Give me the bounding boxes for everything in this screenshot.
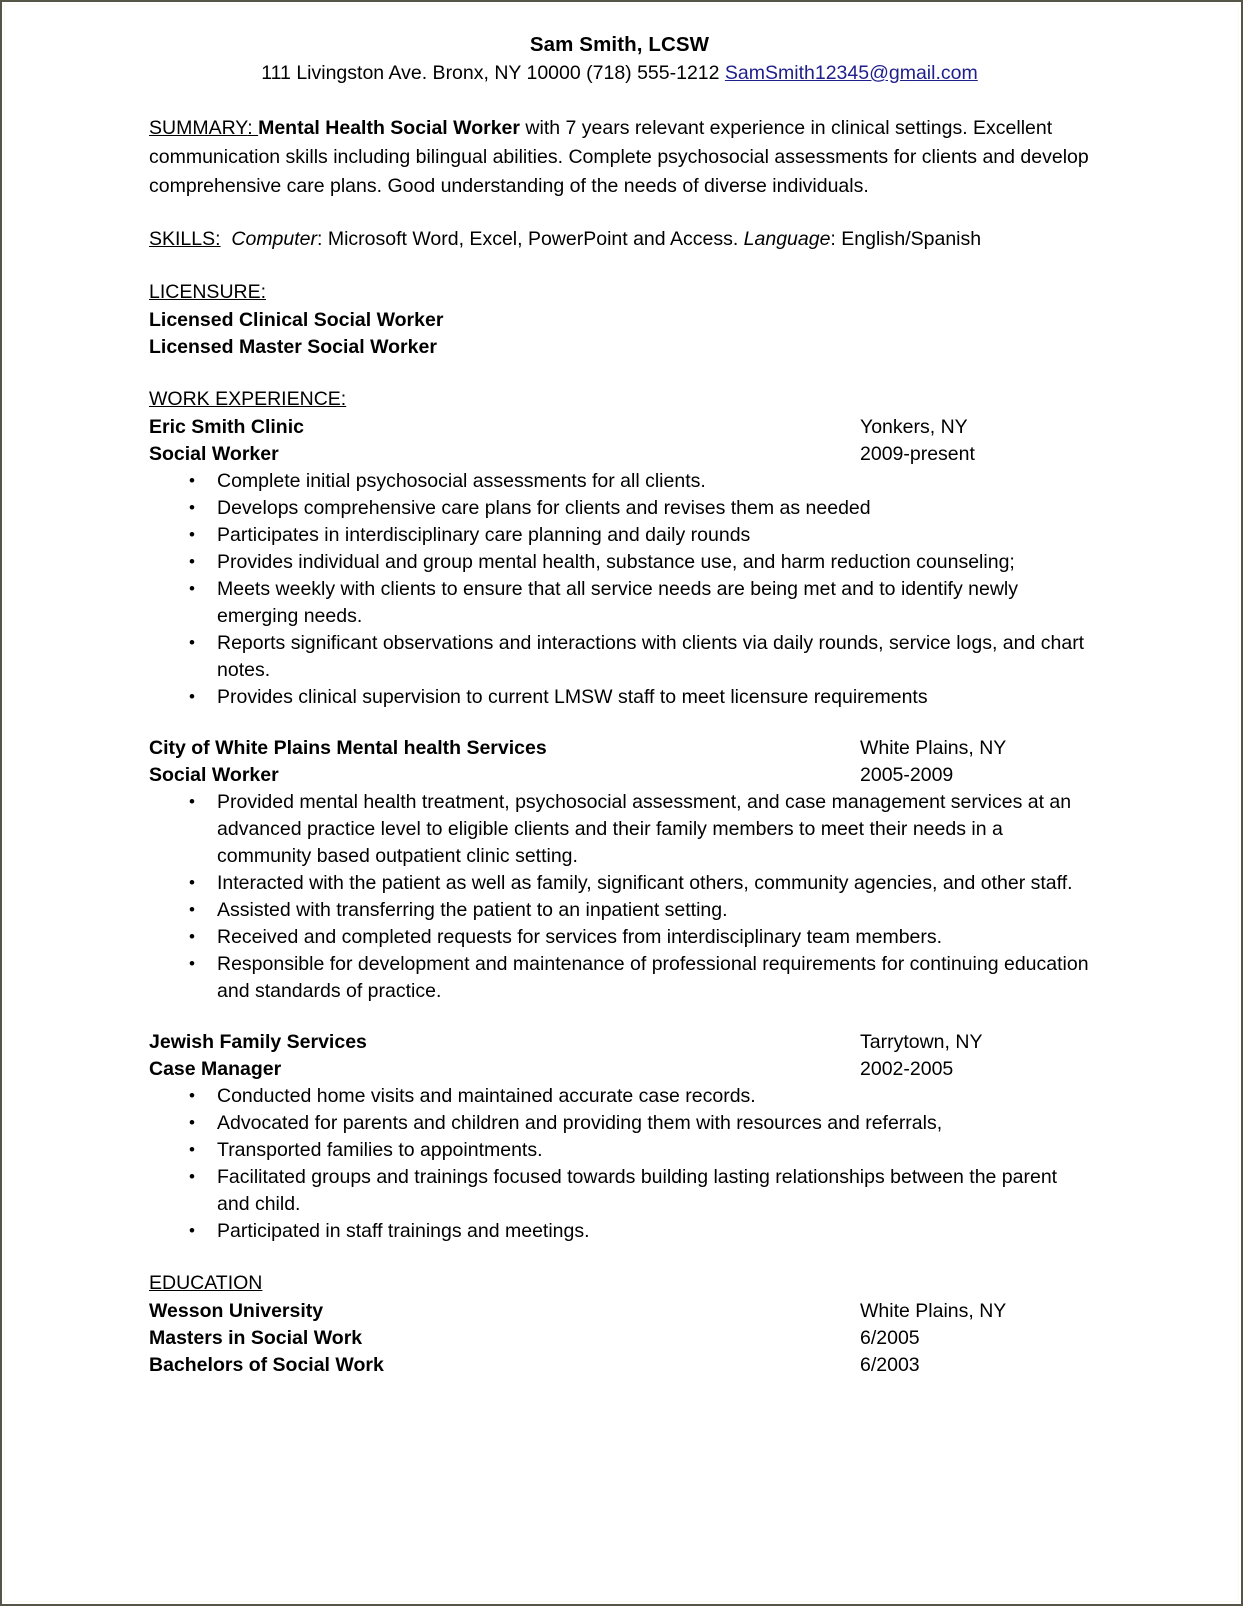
job-bullet: • Responsible for development and maintenance of professional requirements for continuing education and standards of practice.: [149, 951, 1090, 1005]
job-bullet: • Received and completed requests for services from interdisciplinary team members.: [149, 924, 1090, 951]
job-bullet: • Complete initial psychosocial assessments for all clients.: [149, 468, 1090, 495]
summary-paragraph: [149, 114, 1090, 201]
contact-address: 111 Livingston Ave. Bronx, NY 10000 (718) 555-1212: [261, 62, 725, 84]
education-school: Wesson University: [149, 1300, 324, 1322]
resume-sheet: [5, 5, 1238, 1601]
job-bullet: • Interacted with the patient as well as family, significant others, community agencies, and other staff.: [149, 870, 1090, 897]
education-degree: Bachelors of Social Work: [149, 1354, 384, 1376]
job-title-row: [149, 1056, 1090, 1083]
work-experience-heading: [149, 385, 1090, 414]
job-dates: 2009-present: [860, 443, 975, 465]
skills-computer-value: : Microsoft Word, Excel, PowerPoint and Access.: [317, 228, 744, 250]
spacer: [149, 711, 1090, 735]
page-border-inner: [4, 4, 1239, 1602]
work-experience-label: WORK EXPERIENCE:: [149, 388, 347, 410]
contact-line: [149, 59, 1090, 88]
job-bullet: • Develops comprehensive care plans for clients and revises them as needed: [149, 495, 1090, 522]
education-date: 6/2003: [860, 1354, 920, 1376]
skills-label: SKILLS:: [149, 228, 221, 250]
education-date: 6/2005: [860, 1327, 920, 1349]
spacer: [149, 1005, 1090, 1029]
job-bullet: • Assisted with transferring the patient to an inpatient setting.: [149, 897, 1090, 924]
job-bullet: • Provided mental health treatment, psychosocial assessment, and case management services at an advanced practice level to eligible clients and their family members to meet their needs in a community based outpatient clinic setting.: [149, 789, 1090, 870]
job-bullet: • Participates in interdisciplinary care planning and daily rounds: [149, 522, 1090, 549]
summary-label: SUMMARY:: [149, 117, 259, 139]
job-location: Yonkers, NY: [860, 416, 968, 438]
spacer: [149, 1245, 1090, 1269]
job-employer-row: [149, 414, 1090, 441]
job-bullet: • Provides individual and group mental health, substance use, and harm reduction counseling;: [149, 549, 1090, 576]
job-title-row: [149, 762, 1090, 789]
job-bullets: [149, 468, 1090, 711]
licensure-item: Licensed Master Social Worker: [149, 336, 437, 358]
job-bullet: • Participated in staff trainings and meetings.: [149, 1218, 1090, 1245]
job-bullets: [149, 1083, 1090, 1245]
job-bullet: • Transported families to appointments.: [149, 1137, 1090, 1164]
job-title: Social Worker: [149, 764, 279, 786]
job-dates: 2005-2009: [860, 764, 954, 786]
education-location: White Plains, NY: [860, 1300, 1007, 1322]
job-dates: 2002-2005: [860, 1058, 954, 1080]
job-title-row: [149, 441, 1090, 468]
job-employer-row: [149, 735, 1090, 762]
job-bullets: [149, 789, 1090, 1005]
job-bullet: • Reports significant observations and interactions with clients via daily rounds, service logs, and chart notes.: [149, 630, 1090, 684]
spacer: [149, 361, 1090, 385]
job-location: Tarrytown, NY: [860, 1031, 983, 1053]
job-bullet: • Provides clinical supervision to current LMSW staff to meet licensure requirements: [149, 684, 1090, 711]
job-employer: Eric Smith Clinic: [149, 416, 304, 438]
licensure-label: LICENSURE:: [149, 281, 267, 303]
job-title: Case Manager: [149, 1058, 282, 1080]
job-location: White Plains, NY: [860, 737, 1007, 759]
job-employer: Jewish Family Services: [149, 1031, 367, 1053]
skills-line: [149, 225, 1090, 254]
job-bullet: • Facilitated groups and trainings focused towards building lasting relationships between the parent and child.: [149, 1164, 1090, 1218]
summary-body: with 7 years relevant experience in clinical settings. Excellent communication skills including bilingual abilities. Complete psychosocial assessments for clients and develop comprehensive care plans. Good understanding of the needs of diverse individuals.: [149, 117, 1089, 197]
skills-language-label: Language: [743, 228, 831, 250]
licensure-heading: [149, 278, 1090, 307]
skills-gap: [221, 228, 232, 250]
job-title: Social Worker: [149, 443, 279, 465]
spacer: [149, 201, 1090, 225]
skills-language-value: : English/Spanish: [830, 228, 982, 250]
job-employer: City of White Plains Mental health Services: [149, 737, 547, 759]
job-bullet: • Meets weekly with clients to ensure that all service needs are being met and to identify newly emerging needs.: [149, 576, 1090, 630]
spacer: [149, 254, 1090, 278]
summary-headline: Mental Health Social Worker: [258, 117, 520, 139]
education-heading: [149, 1269, 1090, 1298]
job-employer-row: [149, 1029, 1090, 1056]
education-degree: Masters in Social Work: [149, 1327, 363, 1349]
spacer: [149, 88, 1090, 114]
education-row: [149, 1352, 1090, 1379]
licensure-item: Licensed Clinical Social Worker: [149, 309, 444, 331]
job-bullet: • Advocated for parents and children and providing them with resources and referrals,: [149, 1110, 1090, 1137]
email-link[interactable]: SamSmith12345@gmail.com: [724, 62, 978, 84]
candidate-name: Sam Smith, LCSW: [529, 33, 710, 56]
education-label: EDUCATION: [149, 1272, 263, 1294]
job-bullet: • Conducted home visits and maintained accurate case records.: [149, 1083, 1090, 1110]
education-row: [149, 1298, 1090, 1325]
skills-computer-label: Computer: [231, 228, 318, 250]
education-row: [149, 1325, 1090, 1352]
